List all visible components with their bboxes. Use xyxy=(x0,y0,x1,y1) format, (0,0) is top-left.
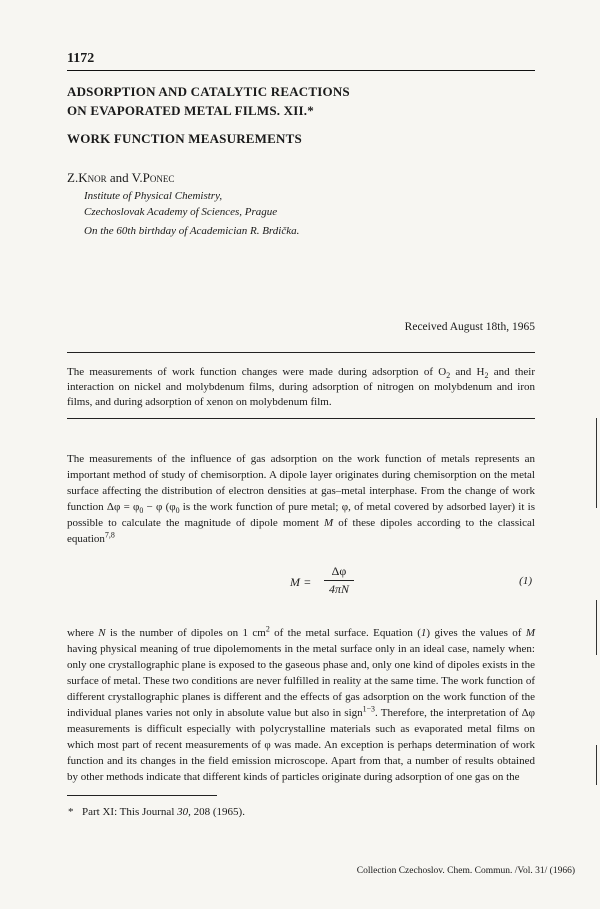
footnote-text-c: , 208 (1965). xyxy=(188,806,245,818)
authors-and: and xyxy=(106,170,132,185)
para2-text-k: . Therefore, the interpretation of Δφ measurements is difficult especially with polycrystalline materials such as evaporated metal films on which most part of recent measurements of φ was made. An exception is perhaps determination of work function and its changes in the field emission microscope. Apart from that, a number of results obtained by other methods indicate that different kinds of particles originate during adsorption of one gas on the xyxy=(67,707,535,783)
affiliation xyxy=(84,188,277,220)
footnote xyxy=(82,806,245,818)
citation-1-3: 1−3 xyxy=(362,704,375,714)
equation-numerator: Δφ xyxy=(331,564,347,578)
para2-text-i: having physical meaning of true dipolemoments in the metal surface only in an ideal case, namely when: only one crystallographic plane is exposed to the gaseous phase and, only one kind of dipoles exists in the surface of metal. These two conditions are never fulfilled in reality at the same time. The work function of different crystallographic planes is different and the effects of gas adsorption on the work function of the individual planes varies not only in absolute value but also in sign xyxy=(67,643,535,719)
author-2-initial: V. xyxy=(131,170,143,185)
margin-mark-1 xyxy=(596,418,597,508)
equation-lhs: M xyxy=(290,575,300,589)
authors xyxy=(67,170,174,186)
body-paragraph-1 xyxy=(67,451,535,547)
para2-text-a: where xyxy=(67,627,99,639)
abstract-text-3: and their interaction on nickel and molybdenum films, during adsorption of nitrogen on molybdenum and iron films, and during adsorption of xenon on molybdenum film. xyxy=(67,366,535,408)
subscript-2: 2 xyxy=(484,371,489,381)
footnote-volume: 30 xyxy=(177,806,189,818)
dedication: On the 60th birthday of Academician R. Brdička. xyxy=(84,225,300,237)
para1-text-e: of these dipoles according to the classical equation xyxy=(67,517,535,545)
title-line-3: WORK FUNCTION MEASUREMENTS xyxy=(67,131,302,146)
subscript-0: 0 xyxy=(175,506,180,516)
header-rule xyxy=(67,70,535,71)
affiliation-line-1: Institute of Physical Chemistry, xyxy=(84,190,223,202)
abstract-text-2: and H xyxy=(450,366,485,378)
author-2-name: Ponec xyxy=(142,170,175,185)
equation-denominator: 4πN xyxy=(328,582,349,596)
margin-mark-2 xyxy=(596,600,597,655)
abstract xyxy=(67,365,535,410)
superscript-2: 2 xyxy=(265,624,270,634)
abstract-top-rule xyxy=(67,352,535,353)
body-paragraph-2 xyxy=(67,625,535,785)
equation-fraction xyxy=(324,564,354,597)
footnote-text-a: Part XI: This Journal xyxy=(82,806,178,818)
para2-text-c: is the number of dipoles on 1 cm xyxy=(105,627,266,639)
fraction-bar xyxy=(324,580,354,581)
symbol-n: N xyxy=(98,627,106,639)
para2-text-g: ) gives the values of xyxy=(426,627,526,639)
subscript-2: 2 xyxy=(446,371,451,381)
journal-citation: Collection Czechoslov. Chem. Commun. /Vol. 31/ (1966) xyxy=(356,866,575,876)
equation-ref: 1 xyxy=(420,627,427,639)
author-1-initial: Z. xyxy=(67,170,79,185)
author-1-name: Knor xyxy=(78,170,107,185)
footnote-mark: * xyxy=(68,806,74,818)
abstract-bottom-rule xyxy=(67,418,535,419)
page-number: 1172 xyxy=(67,51,95,66)
title-line-1: ADSORPTION AND CATALYTIC REACTIONS xyxy=(67,84,350,99)
citation-7-8: 7,8 xyxy=(104,530,115,540)
margin-mark-3 xyxy=(596,745,597,785)
article-title xyxy=(67,82,537,148)
para1-text-b: − φ (φ xyxy=(143,501,176,513)
abstract-text-1: The measurements of work function changes were made during adsorption of O xyxy=(67,366,447,378)
para1-text-a: The measurements of the influence of gas adsorption on the work function of metals represents an important method of study of chemisorption. A dipole layer originates during chemisorption on the metal surface affecting the distribution of electron densities at gas–metal interphase. From the change of work function Δφ = φ xyxy=(67,453,535,513)
subscript-0: 0 xyxy=(139,506,144,516)
footnote-rule xyxy=(67,795,217,796)
equation-equals: = xyxy=(304,575,311,589)
received-date: Received August 18th, 1965 xyxy=(404,321,535,333)
para1-text-c: is the work function of pure metal; φ, of metal covered by adsorbed layer) it is possible to calculate the magnitude of dipole moment xyxy=(67,501,535,529)
symbol-m: M xyxy=(525,627,536,639)
affiliation-line-2: Czechoslovak Academy of Sciences, Prague xyxy=(84,206,278,218)
equation-number: (1) xyxy=(519,575,532,587)
para2-text-e: of the metal surface. Equation ( xyxy=(269,627,421,639)
symbol-m: M xyxy=(324,517,334,529)
title-line-2: ON EVAPORATED METAL FILMS. XII.* xyxy=(67,103,314,118)
